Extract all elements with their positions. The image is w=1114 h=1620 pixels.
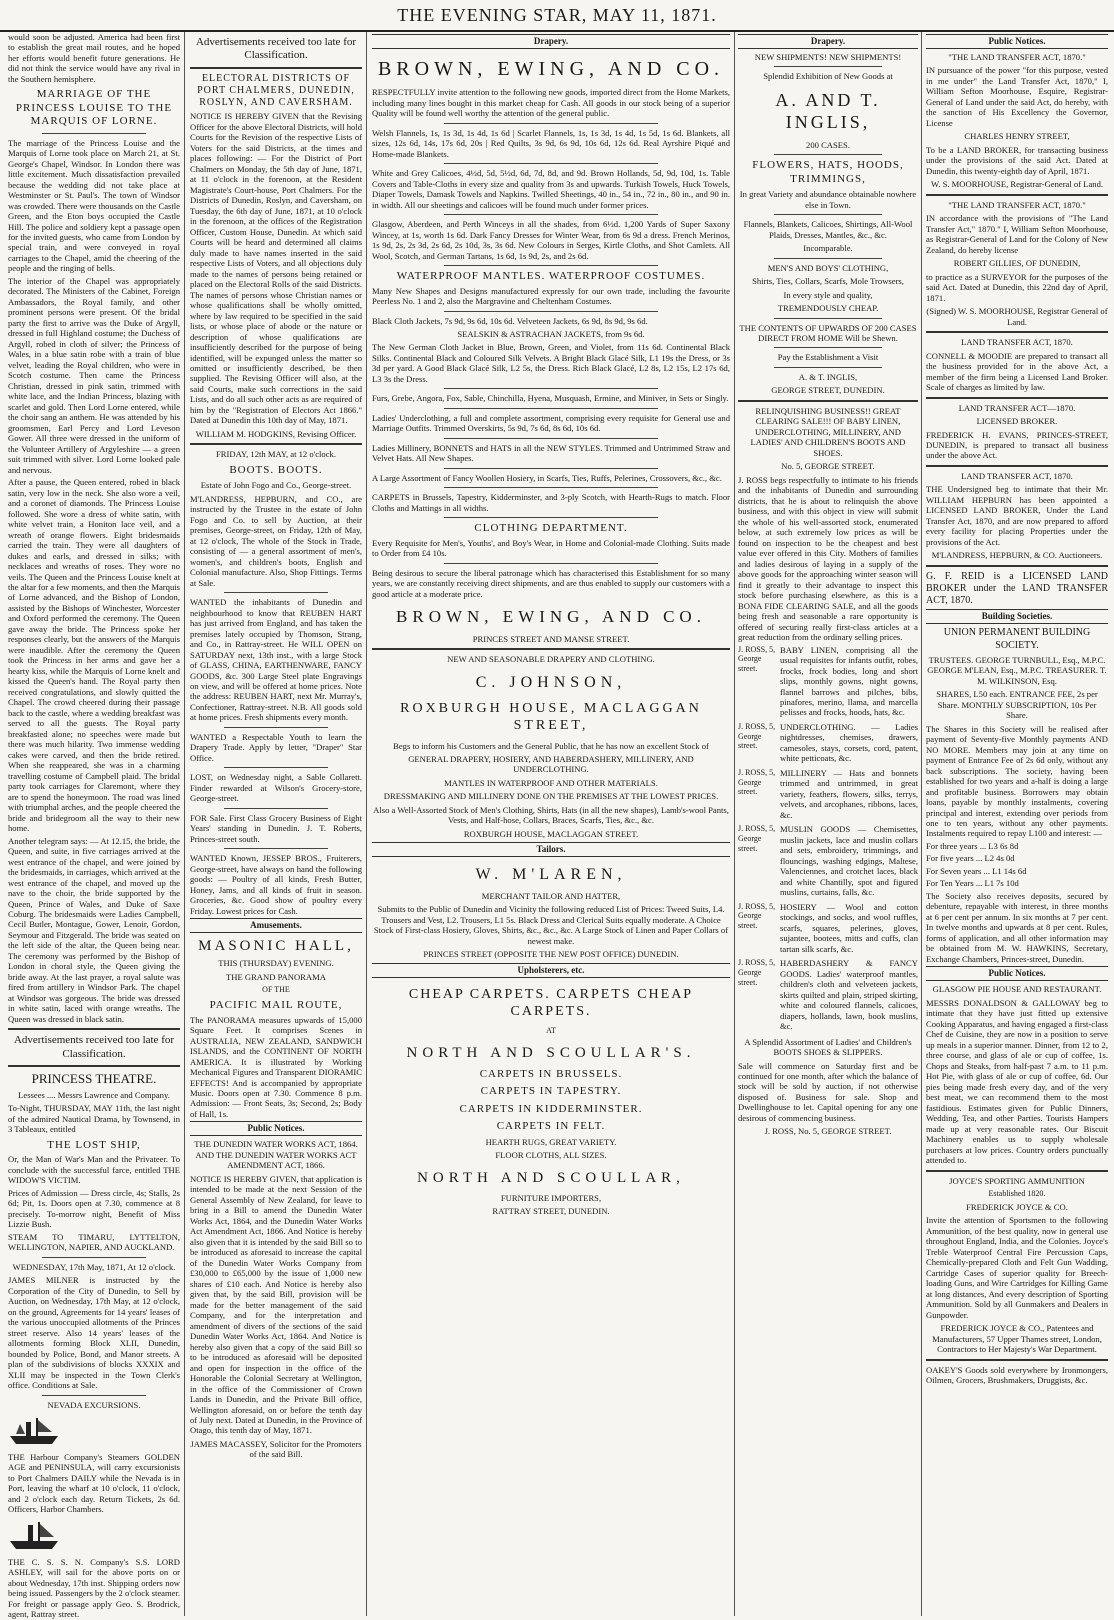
divider <box>444 468 659 469</box>
divider <box>926 397 1108 399</box>
divider <box>444 388 659 389</box>
section-heading: Advertisements received too late for Classification. <box>195 36 357 62</box>
ross-sale-text: Sale will commence on Saturday first and be continued for one month, after which the balance of stock will be sold by auction, if not otherwise disposed of. Business for sale. Shop and Dwellinghouse to let. Capital opening for any one desirous of commencing business. <box>738 1060 918 1123</box>
johnson-dressmaking: DRESSMAKING AND MILLINERY DONE ON THE PREMISES AT THE LOWEST PRICES. <box>383 791 719 802</box>
glasgow-heading: GLASGOW PIE HOUSE AND RESTAURANT. <box>932 984 1102 995</box>
carpet-line: CARPETS IN KIDDERMINSTER. <box>459 1102 643 1115</box>
furs-text: Furs, Grebe, Angora, Fox, Sable, Chinchilla, Hyena, Musquash, Ermine, and Miniver, in Sets or Singly. <box>372 393 729 404</box>
section-label: Tailors. <box>372 842 730 857</box>
union-shares: SHARES, L50 each. ENTRANCE FEE, 2s per Share. MONTHLY SUBSCRIPTION, 10s Per Share. <box>936 689 1098 721</box>
ross-item-label: J. ROSS, 5, George street. <box>738 824 776 853</box>
union-text: The Society also receives deposits, secured by debenture, repayable with interest, in three months at 6 per cent per annum. In six months at 7 per cent. In twelve months and upwards at 8 per cent. Rules, forms of application, and all other information may be obtained from M. W. HAWKINS, Secretary, Exchange Chambers, Princes-street, Dunedin. <box>926 890 1108 964</box>
section-label: Upholsterers, etc. <box>372 963 730 978</box>
brown-ewing-intro: RESPECTFULLY invite attention to the following new goods, imported direct from the Home Markets, including many lines bought in this market cheap for Cash. All goods in our stock being of a superior Quality will be found well worthy the attention of the general public. <box>372 87 730 119</box>
divider <box>926 565 1108 567</box>
cases-text: 200 CASES. <box>806 139 850 150</box>
johnson-text: Begs to inform his Customers and the General Public, that he has now an excellent Stock of <box>393 740 709 751</box>
divider <box>372 648 730 650</box>
boots-text: M'LANDRESS, HEPBURN, and CO., are instructed by the Trustee in the estate of John Fogo and Co. to sell by Auction, at their premises, George-street, on Friday, 12th of May, at 12 o'clock, The whole of the Stock in Trade, consisting of — a general assortment of men's, women's, and children's boots, English and Colonial manufacture. Also, Shop Fittings. Terms at Sale. <box>190 493 362 588</box>
land-transfer-text: To be a LAND BROKER, for transacting business under the provisions of the said Act. Dated at Dunedin, this twenty-eighth day of April, 1871. <box>926 144 1108 176</box>
divider <box>774 367 882 368</box>
mlaren-address: PRINCES STREET (OPPOSITE THE NEW POST OFFICE) DUNEDIN. <box>423 949 679 960</box>
ross-item <box>738 768 918 822</box>
divider <box>774 214 882 215</box>
union-text: The Shares in this Society will be realised after payment of Seventy-five Monthly payments AND NO MORE. Members may join at any time on payment of Entrance Fee of 2s 6d only, without any back subscriptions. The society, having been established for two years and a-half is doing a large and profitable business. Borrowers may obtain loans, payable by monthly instalments, covering principal and interest, extending over periods from one to ten years, without any other payments. Instalments required to repay L100 and interest: — <box>926 723 1108 839</box>
mlaren-text: Submits to the Public of Dunedin and Vicinity the following reduced List of Prices: Tweed Suits, L4. Trousers and Vest, L2. Trousers, L1 5s. Black Dress and Clerical Suits equally moderate. A Choice Stock of First-class Hosiery, Gloves, Shirts, &c., &c., &c. A Large Stock of Linen and Paper Collars of newest make. <box>373 904 729 946</box>
column-rule <box>734 32 735 1616</box>
ross-item-text: HABERDASHERY & FANCY GOODS. Ladies' waterproof mantles, children's cloth and velveteen jackets, skirts quilted and plain, striped skirting, white and coloured flannels, calicoes, diapers, hollands, lawn, book muslins, &c. <box>780 958 918 1032</box>
mlaren-subheading: MERCHANT TAILOR AND HATTER, <box>481 890 621 901</box>
marriage-heading: MARRIAGE OF THE PRINCESS LOUISE TO THE MARQUIS OF LORNE. <box>15 88 173 128</box>
divider <box>774 347 882 348</box>
ross-item-text: MILLINERY — Hats and bonnets trimmed and untrimmed, in great variety, feathers, flowers, silks, terrys, velvets, and arcophanes, ribbons, laces, &c. <box>780 767 918 820</box>
hearth-rugs: HEARTH RUGS, GREAT VARIETY. <box>485 1136 617 1147</box>
closing-text: Being desirous to secure the liberal patronage which has characterised this Establishment for so many years, we are constantly receiving direct shipments, and are thus enabled to supply our customers with a good article at a moderate price. <box>372 567 730 599</box>
licensee-name: ROBERT GILLIES, OF DUNEDIN, <box>953 258 1081 269</box>
divider <box>774 318 882 319</box>
licensee-name: CHARLES HENRY STREET, <box>964 131 1070 142</box>
reuben-hart-ad: WANTED the inhabitants of Dunedin and neighbourhood to know that REUBEN HART has just arrived from England, and has taken the premises lately occupied by Thomson, Strang, and Co., in Rattray-street. He WILL OPEN on SATURDAY next, 13th inst., with a large Stock of GLASS, CHINA, EARTHENWARE, FANCY GOODS, &c. 300 Large Steel plate Engravings on view, and will be offered at home prices. Note the address: REUBEN HART, next Mr. Murray's, Confectioner, Rattray-street. N.B. All goods sold at home prices. Fresh shipments every month. <box>190 597 362 723</box>
ross-item-label: J. ROSS, 5, George street. <box>738 721 776 751</box>
divider <box>774 154 882 155</box>
visit-text: Pay the Establishment a Visit <box>777 352 879 363</box>
masonic-line: THIS (THURSDAY) EVENING. <box>218 958 334 969</box>
land-transfer-text: IN pursuance of the power "for this purpose, vested in me under" the Land Transfer Act, 1870," I, William Sefton Moorhouse, Esquire, Registrar-General of Land under the said Act, do hereby, with the sanction of His Excellency the Governor, License <box>926 65 1108 128</box>
inglis-address: GEORGE STREET, DUNEDIN. <box>771 385 885 396</box>
column-3 <box>372 32 730 1616</box>
clothing-heading: CLOTHING DEPARTMENT. <box>474 522 628 535</box>
section-label: Public Notices. <box>926 34 1108 49</box>
shirts-text: Shirts, Ties, Collars, Scarfs, Mole Trowsers, <box>752 276 904 287</box>
brown-ewing-heading: BROWN, EWING, AND CO. <box>396 607 706 627</box>
divider <box>444 563 659 564</box>
ross-item <box>738 824 918 899</box>
ross-text: J. ROSS begs respectfully to intimate to his friends and the inhabitants of Dunedin and surrounding districts, that he is about to relinquish the above business, and with this object in view will submit the whole of his well-assorted stock, enumerated below, at such extremely low prices as will be found on inspection to be the cheapest and best value ever offered in this City. Mothers of families and ladies desirous of laying in a supply of the above goods for the approaching winter season will find it greatly to their advantage to inspect this stock before purchasing elsewhere, as this is a BONA FIDE CLEARING SALE, and all the goods being fresh and seasonable a rare opportunity is offered of securing really first-class articles at a great reduction from the ordinary selling prices. <box>738 474 918 643</box>
union-rate-row: For three years ... L3 6s 8d <box>926 840 1019 851</box>
divider <box>224 727 327 728</box>
ross-item-text: MUSLIN GOODS — Chemisettes, muslin jackets, lace and muslin collars and sets, embroidery, trimmings, and flouncings, washing edgings, Maltese, Valenciennes, and crotchet laces, black and white Chantilly, spot and figured muslins, curtains, falls, &c. <box>780 824 918 898</box>
mens-heading: MEN'S AND BOYS' CLOTHING, <box>767 262 889 273</box>
ross-item-label: J. ROSS, 5, George street. <box>738 958 776 987</box>
variety-text: In great Variety and abundance obtainable nowhere else in Town. <box>739 189 917 210</box>
section-label: Amusements. <box>190 918 362 933</box>
brown-ewing-heading: BROWN, EWING, AND CO. <box>377 57 725 80</box>
divider <box>774 66 882 67</box>
registrar-signature: (Signed) W. S. MOORHOUSE, Registrar General of Land. <box>926 306 1108 327</box>
north-scoullar-heading: NORTH AND SCOULLAR'S. <box>406 1044 696 1061</box>
section-heading: Advertisements received too late for Classification. <box>13 1034 175 1060</box>
marriage-paragraph: Another telegram says: — At 12.15, the bride, the Queen, and suite, in five carriages arrived at the west entrance of the chapel, and were joined by the bridesmaids, in carriages, which arrived at the west entrance of the chapel, and moved up the nave to the choir, the bride supported by the Queen, Prince of Wales, and Duke of Saxe Coburg. The bridesmaids were Ladies Campbell, Cecil Butler, Montague, Gower, Lenoir, Gordon, Seymour and Fitzgerald. The bride was seated on the left side of the altar, the Queen being near. The ceremony was performed by the Bishop of London in choral style, the Queen giving the bride away. At the last prayer, a royal salute was fired from artillery in Windsor Park. The chapel at Windsor was gorgeous. The bride was dressed in white satin, laced with orange wreaths. The Queen was dressed in black satin. <box>8 835 180 1024</box>
auction-date: WEDNESDAY, 17th May, 1871, At 12 o'clock. <box>12 1261 176 1272</box>
divider <box>224 767 327 768</box>
water-works-heading: THE DUNEDIN WATER WORKS ACT, 1864. AND THE DUNEDIN WATER WORKS ACT AMENDMENT ACT, 1866. <box>194 1139 358 1171</box>
masonic-heading: MASONIC HALL, <box>198 938 354 955</box>
section-label: Public Notices. <box>926 966 1108 981</box>
land-transfer-text: THE Undersigned beg to intimate that their Mr. WILLIAM HEPBURN has been appointed a LICENSED LAND BROKER, Under the Land Transfer Act, 1870, and are now prepared to afford every facility for placing Properties under the provisions of the Act. <box>926 484 1108 547</box>
land-transfer-heading: "THE LAND TRANSFER ACT, 1870." <box>948 51 1086 62</box>
divider <box>738 400 918 402</box>
nevada-heading: NEVADA EXCURSIONS. <box>47 1399 141 1410</box>
divider <box>8 1065 180 1067</box>
johnson-tagline: NEW AND SEASONABLE DRAPERY AND CLOTHING. <box>447 654 655 665</box>
theatre-prices: Prices of Admission — Dress circle, 4s; Stalls, 2s 6d; Pit, 1s. Doors open at 7.30, commence at 8 precisely. To-morrow night, Benefit of Miss Lizzie Bush. <box>8 1187 180 1230</box>
north-scoullar-name: NORTH AND SCOULLAR, <box>417 1169 685 1186</box>
ross-item-label: J. ROSS, 5, George street. <box>738 901 776 931</box>
divider <box>444 487 659 488</box>
johnson-heading: C. JOHNSON, <box>475 673 627 691</box>
auction-date: FRIDAY, 12th MAY, at 12 o'clock. <box>216 449 336 460</box>
boots-subheading: Estate of John Fogo and Co., George-street. <box>200 480 352 491</box>
divider <box>444 311 659 312</box>
union-rate-row: For five years ... L2 4s 0d <box>926 853 1015 864</box>
price-list: Welsh Flannels, 1s, 1s 3d, 1s 4d, 1s 6d | Scarlet Flannels, 1s, 1s 3d, 1s 4d, 1s 5d, 1s 6d. Blankets, all sizes, 12s 6d, 14s, 17s 6d, 20s | Red Quilts, 3s 9d, 6s 9d, 10s 6d, 12s 6d. Real Ayrshire Piqué and Home-made Blankets. <box>372 127 730 159</box>
joyce-established: Established 1820. <box>988 1188 1046 1198</box>
auction-text: JAMES MILNER is instructed by the Corporation of the City of Dunedin, to Sell by Auction, on Wednesday, 17th May, at 12 o'clock, on the ground, Agreements for 14 years' leases of the various unoccupied allotments of the Princes street reserve. Also 14 years' leases of the allotments forming Block XLII, Dunedin, bounded by Police, Bond, and Manor streets. A plan of the subdivisions of blocks XXXIX and XLII may be inspected in the Town Clerk's office. Conditions at Sale. <box>8 1275 180 1391</box>
underclothing-text: Ladies' Underclothing, a full and complete assortment, comprising every requisite for General use and Marriage Outfits. Trimmed Overskirts, 5s 9d, 7s 6d, 8s 6d, 10s 6d. <box>372 412 730 434</box>
land-transfer-text: to practice as a SURVEYOR for the purposes of the said Act. Dated at Dunedin, this 22nd day of April, 1871. <box>926 271 1108 303</box>
flowers-heading: FLOWERS, HATS, HOODS, TRIMMINGS, <box>752 159 904 185</box>
clearing-sale-heading: RELINQUISHING BUSINESS!! GREAT CLEARING SALE!!! OF BABY LINEN, UNDERCLOTHING, MILLINERY, AND LADIES' AND CHILDREN'S BOOTS AND SHOES. <box>750 405 906 458</box>
inglis-heading: A. AND T. INGLIS, <box>775 89 881 132</box>
floor-cloths: FLOOR CLOTHS, ALL SIZES. <box>495 1150 607 1161</box>
section-label: Public Notices. <box>190 1121 362 1136</box>
divider <box>444 408 659 409</box>
divider <box>926 194 1108 196</box>
water-works-text: NOTICE IS HEREBY GIVEN, that application is intended to be made at the next Session of the General Assembly of New Zealand, for leave to bring in a Bill to amend the Dunedin Water Works Act, 1864, and the Dunedin Water Works Act Amendment Act, 1866. And Notice is hereby also given that it is intended by the said Bill so to be introduced as aforesaid to increase the capital of the Dunedin Water Works Company from £30,000 to £65,000 by the issue of 1,000 new shares of £10 each. And Notice is hereby also given that, by the said Bill, provision will be made for the better management of the said Company, and for the interpretation and amendment of divers of the sections of the said Dunedin Water Works Act, 1864. And Notice is hereby also given that a copy of the said Bill so to be introduced as aforesaid will be deposited and open for inspection in the office of the Honorable the Colonial Secretary at Wellington, in the office of the Commissioner of Crown Lands in Dunedin, and the Private Bill office, Wellington aforesaid, on or before the tenth day of July next. Dated at Dunedin, in the Province of Otago, this tenth day of May, 1871. <box>190 1173 362 1436</box>
johnson-shirts: Also a Well-Assorted Stock of Men's Clothing, Shirts, Hats (in all the new shapes), Lamb's-wool Pants, Vests, and Half-hose, Collars, Braces, Scarfs, Ties, &c., &c. <box>373 804 729 826</box>
union-rate-row: For Seven years ... L1 14s 6d <box>926 865 1027 876</box>
sealskin-text: SEALSKIN & ASTRACHAN JACKETS, from 9s 6d. <box>457 329 645 339</box>
inglis-name: A. & T. INGLIS, <box>798 371 858 382</box>
divider <box>926 331 1108 333</box>
ross-item <box>738 722 918 766</box>
column-rule <box>184 32 185 1616</box>
electoral-heading: ELECTORAL DISTRICTS OF PORT CHALMERS, DUNEDIN, ROSLYN, AND CAVERSHAM. <box>197 72 355 109</box>
carpet-line: CARPETS IN TAPESTRY. <box>480 1085 622 1098</box>
section-label: Building Societies. <box>926 609 1108 624</box>
divider <box>444 123 659 124</box>
divider <box>444 214 659 215</box>
carpet-line: CARPETS IN BRUSSELS. <box>479 1067 623 1080</box>
union-rates-table <box>926 841 1108 889</box>
masonic-line: THE GRAND PANORAMA <box>226 971 326 982</box>
electoral-signature: WILLIAM M. HODGKINS, Revising Officer. <box>195 428 357 439</box>
splendid-text: Splendid Exhibition of New Goods at <box>763 71 893 82</box>
divider <box>926 465 1108 467</box>
joyce-text: Invite the attention of Sportsmen to the following Ammunition, of the best quality, now in general use throughout England, India, and the Colonies. Joyce's Treble Waterproof Central Fire Percussion Caps, Chemically-prepared Cloth and Felt Gun Wadding, Cartridge Cases of superior quality for Breech-loading Guns, and Wire Cartridges for Killing Game at long distances, And every description of Sporting Ammunition. Sold by all Gunmakers and Dealers in Gunpowder. <box>926 1215 1108 1320</box>
nevada-text: THE Harbour Company's Steamers GOLDEN AGE and PENINSULA, will carry excursionists to Port Chalmers DAILY while the Nevada is in Port, leaving the wharf at 10 o'clock, 11 o'clock, and 2 o'clock each day. Return Tickets, 2s 6d. Officers, Harbor Chambers. <box>8 1452 180 1515</box>
divider <box>224 848 327 849</box>
furniture-importers: FURNITURE IMPORTERS, <box>500 1192 602 1203</box>
reid-notice: G. F. REID is a LICENSED LAND BROKER under the LAND TRANSFER ACT, 1870. <box>926 570 1108 607</box>
theatre-text: Or, the Man of War's Man and the Privateer. To conclude with the successful farce, entitled THE WIDOW'S VICTIM. <box>8 1154 180 1186</box>
divider <box>444 163 659 164</box>
land-transfer-heading: LAND TRANSFER ACT, 1870. <box>961 470 1073 481</box>
mantles-heading: WATERPROOF MANTLES. WATERPROOF COSTUMES. <box>396 270 706 283</box>
flannels-text: Flannels, Blankets, Calicoes, Shirtings, All-Wool Plaids, Dresses, Mantles, &c., &c. <box>743 219 913 240</box>
incomparable-text: Incomparable. <box>803 243 853 254</box>
mantles-text: Many New Shapes and Designs manufactured expressly for our own trade, including the favourite Peerless No. 1 and 2, also the Margravine and Cheltenham Costumes. <box>372 285 730 307</box>
registrar-signature: W. S. MOORHOUSE, Registrar-General of Land. <box>930 179 1104 190</box>
column-rule <box>921 32 922 1616</box>
section-label: Drapery. <box>372 34 730 49</box>
article-intro: would soon be adjusted. America had been first to establish the great mail routes, and he hoped her efforts would benefit future generations. He did not think the service would have any rival in the Southern hemisphere. <box>8 32 180 84</box>
ross-item <box>738 958 918 1033</box>
lost-notice: LOST, on Wednesday night, a Sable Collarett. Finder rewarded at Wilson's Grocery-store, George-street. <box>190 772 362 804</box>
ross-item-label: J. ROSS, 5, George street. <box>738 644 776 674</box>
cheap-text: TREMENDOUSLY CHEAP. <box>777 303 879 314</box>
steamship-icon <box>8 1519 180 1553</box>
shipments-heading: NEW SHIPMENTS! NEW SHIPMENTS! <box>754 51 902 62</box>
section-label: Drapery. <box>738 34 918 49</box>
land-transfer-heading: LAND TRANSFER ACT—1870. <box>958 402 1076 413</box>
roxburgh-heading: ROXBURGH HOUSE, MACLAGGAN STREET, <box>400 701 702 734</box>
steamship-icon <box>8 1414 180 1448</box>
divider <box>8 1028 180 1030</box>
joyce-name: FREDERICK JOYCE & CO. <box>966 1201 1068 1212</box>
land-transfer-text: IN accordance with the provisions of "The Land Transfer Act," 1870." I, William Sefton Moorhouse, as Registrar-General of Land for the Colony of New Zealand, do hereby license <box>926 213 1108 255</box>
column-5 <box>926 32 1108 1616</box>
style-text: In every style and quality, <box>783 289 873 300</box>
contents-text: THE CONTENTS OF UPWARDS OF 200 CASES DIRECT FROM HOME Will be Shewn. <box>739 322 917 343</box>
divider <box>42 1395 145 1396</box>
divider <box>774 258 882 259</box>
divider <box>190 443 362 445</box>
brown-ewing-address: PRINCES STREET AND MANSE STREET. <box>472 633 630 644</box>
ross-item-label: J. ROSS, 5, George street. <box>738 767 776 797</box>
divider <box>224 808 327 809</box>
ross-address: No. 5, GEORGE STREET. <box>781 461 875 472</box>
marriage-paragraph: After a pause, the Queen entered, robed in black satin, very low in the neck. She also wore a veil, and a coronet of diamonds. The Princess Louise followed. She wore a dress of white satin, with white velvet train, a Honiton lace veil, and a wreath of orange flowers. Eight bridesmaids carried the train. They were all daughters of dukes and earls, and dressed in silks; with necklaces and wreaths of roses. They wore no veils. The Queen and the Princess Louise knelt at the altar for a few moments, and then the Marquis of Lorne advanced, and the Bishop of London, assisted by the Bishops of Winchester, Worcester and Oxford performed the ceremony. The Queen gave away the bride. The Princess spoke her responses clearly, but the answers of the Marquis were inaudible. After the ceremony the Queen took the Princess in her arms and gave her a hearty kiss, while the Marquis of Lorne knelt and kissed the Queen's hand. The Royal party then received congratulations, and slowly quitted the Chapel. The crowd cheered during their passage back to the castle, where a wedding breakfast was served to all the guests. The Royal party breakfasted alone; no speeches were made but there was much hilarity. Two immense wedding cakes were carved, and then the bride retired. When she reappeared, she was in a charming travelling costume of Campbell plaid. The bridal party took carriages for Claremont, where they are to spend the honeymoon. The road was lined with triumphal arches, and the people cheered the bride and bridegroom all the way to their new home. <box>8 477 180 834</box>
licensed-broker-heading: LICENSED BROKER. <box>976 416 1058 427</box>
jackets-text: Black Cloth Jackets, 7s 9d, 9s 6d, 10s 6d. Velveteen Jackets, 6s 9d, 8s 9d, 9s 6d. <box>372 315 648 326</box>
ross-item-list <box>738 645 918 1034</box>
joyce-signature: FREDERICK JOYCE & CO., Patentees and Manufacturers, 57 Upper Thames street, London, Contractors to Her Majesty's War Department. <box>932 1323 1102 1355</box>
north-scoullar-address: RATTRAY STREET, DUNEDIN. <box>492 1206 610 1217</box>
column-1 <box>8 32 180 1620</box>
mlaren-heading: W. M'LAREN, <box>475 866 627 884</box>
lord-ashley-notice: THE C. S. S. N. Company's S.S. LORD ASHLEY, will sail for the above ports on or about Wednesday, 17th inst. Shipping orders now being issued. Passengers by the 2 o'clock steamer. For freight or passage apply Geo. S. Brodrick, agent, Rattray street. <box>8 1556 180 1620</box>
joyce-heading: JOYCE'S SPORTING AMMUNITION <box>949 1175 1085 1186</box>
hosiery-text: A Large Assortment of Fancy Woollen Hosiery, in Scarfs, Ties, Ruffs, Pelerines, Crossovers, &c., &c. <box>372 472 722 483</box>
masonic-text: The PANORAMA measures upwards of 15,000 Square Feet. It comprises Scenes in AUSTRALIA, NEW ZEALAND, SANDWICH ISLANDS, and the CONTINENT OF NORTH AMERICA. It is illustrated by Working Mechanical Figures and Transparent DIORAMIC EFFECTS! And is accompanied by appropriate Music. Doors open at 7.30. Commence 8 p.m. Admission: — Front Seats, 3s; Second, 2s; Body of Hall, 1s. <box>190 1014 362 1119</box>
union-heading: UNION PERMANENT BUILDING SOCIETY. <box>943 627 1091 651</box>
theatre-lessees: Lessees .... Messrs Lawrence and Company. <box>18 1090 170 1100</box>
cheap-carpets-heading: CHEAP CARPETS. CARPETS CHEAP CARPETS. <box>408 986 694 1019</box>
masonic-line: OF THE <box>262 985 290 995</box>
auctioneer-signature: M'LANDRESS, HEPBURN, & CO. Auctioneers. <box>931 550 1103 561</box>
johnson-address: ROXBURGH HOUSE, MACLAGGAN STREET. <box>463 828 639 839</box>
price-list: White and Grey Calicoes, 4½d, 5d, 5½d, 6d, 7d, 8d, and 9d. Brown Hollands, 5d, 9d, 10d, 1s. Table Covers and Table-Cloths in every size and quality from 3s and upwards. Turkish Towels, Huck Towels, Diaper Towels, Damask Towels and Napkins. Twilled Sheetings, 40 in., 54 in., 72 in., 80 in., and 90 in. in width. All our sheetings and calicoes will be found much under former prices. <box>372 168 730 210</box>
ross-item-text: BABY LINEN, comprising all the usual requisites for infants outfit, robes, frocks, frock bodies, long and short slips, monthly gowns, night gowns, flannel barrows and pilches, bibs, pinafores, merino, llama, and marcella pelisses and frocks, hoods, hats, &c. <box>780 644 918 718</box>
carpets-text: CARPETS in Brussels, Tapestry, Kidderminster, and 3-ply Scotch, with Hearth-Rugs to match. Floor Cloths and Mattings in all widths. <box>372 492 730 513</box>
union-rate-row: For Ten Years ... L1 7s 10d <box>926 878 1019 889</box>
theatre-play-title: THE LOST SHIP, <box>47 1138 141 1151</box>
millinery-text: Ladies Millinery, BONNETS and HATS in all the NEW STYLES. Trimmed and Untrimmed Straw and Velvet Hats. All New Shapes. <box>372 442 730 464</box>
divider <box>926 1359 1108 1361</box>
johnson-mantles: MANTLES IN WATERPROOF AND OTHER MATERIALS. <box>444 777 658 788</box>
ross-item-text: HOSIERY — Wool and cotton stockings, and socks, and wool ruffles, scarfs, squares, pelerines, gloves, sujantee, bootees, mitts and cuffs, clan tartan silk scarfs, &c. <box>780 901 918 954</box>
divider <box>444 438 659 439</box>
theatre-heading: PRINCESS THEATRE. <box>31 1071 157 1087</box>
land-transfer-heading: "THE LAND TRANSFER ACT, 1870." <box>948 199 1086 210</box>
electoral-text: NOTICE IS HEREBY GIVEN that the Revising Officer for the above Electoral Districts, will hold Courts for the Revision of the respective Lists of Voters for the said Districts, at the times and places following: — For the District of Port Chalmers on Monday, the 5th day of June, 1871, at 11 o'clock in the forenoon, at the Resident Magistrate's Court-house, Port Chalmers. For the Districts of Dunedin, Roslyn, and Caversham, on Tuesday, the 6th day of June, 1871, at 10 o'clock in the forenoon, at the offices of the Registration Officer, Custom House, Dunedin. At which said Courts will be heard and determined all claims duly made to have names inserted in the said respective Lists of Voters, and all objections duly made to the names of persons being retained or placed on the Electoral Rolls of the said Districts. The names of persons whose Christian names or whose qualifications shall be wholly omitted, where by law required to be specified in the said lists, or whose place of abode or the nature or description of whose qualifications are insufficiently described for the purpose of being identified, will be expunged unless the matter so omitted or insufficiently described, be then supplied. The Revising Officer will also, at the said Courts, make such corrections in the said Lists, and do all such other acts as are required of him by the "Registration of Electors Act 1866." Dated at Dunedin this 10th day of May, 1871. <box>190 111 362 426</box>
oakey-ad: OAKEY'S Goods sold everywhere by Ironmongers, Oilmen, Grocers, Brushmakers, Druggists, &c. <box>926 1364 1108 1385</box>
divider <box>444 517 659 518</box>
divider <box>42 133 145 134</box>
steam-notice: STEAM TO TIMARU, LYTTELTON, WELLINGTON, NAPIER, AND AUCKLAND. <box>8 1231 180 1253</box>
divider <box>190 67 362 69</box>
divider <box>926 1170 1108 1172</box>
union-trustees: TRUSTEES. GEORGE TURNBULL, Esq., M.P.C. GEORGE M'LEAN, Esq., M.P.C. TREASURER. T. M. WILKINSON, Esq. <box>927 654 1107 686</box>
land-transfer-text: FREDERICK H. EVANS, PRINCES-STREET, DUNEDIN, is prepared to transact all business under the above Act. <box>926 429 1108 461</box>
wanted-youth-ad: WANTED a Respectable Youth to learn the Drapery Trade. Apply by letter, "Draper" Star Office. <box>190 731 362 763</box>
ross-signature: J. ROSS, No. 5, GEORGE STREET. <box>764 1126 892 1137</box>
divider <box>224 592 327 593</box>
column-2 <box>190 32 362 1616</box>
column-4 <box>738 32 918 1616</box>
ross-boots: A Splendid Assortment of Ladies' and Children's BOOTS SHOES & SLIPPERS. <box>744 1036 912 1058</box>
price-list: Glasgow, Aberdeen, and Perth Winceys in all the shades, from 6½d. 1,200 Yards of Super Saxony Wincey, at 1s, worth 1s 6d. Dark Fancy Dresses for Winter Wear, from 6s 9d a dress. French Merinos, 1s 9d, 2s, 2s 3d, 2s 6d, 2s 10d, 3s, 3s 6d. New Colours in Serges, Kirtle Cloths, and Shot Camlets. All Wool, Scotch, and German Tartans, 1s 6d, 1s 9d, 2s, and 2s 6d. <box>372 219 730 261</box>
theatre-text: To-Night, THURSDAY, MAY 11th, the last night of the admired Nautical Drama, by Townsend, in 3 Tableaux, entitled <box>8 1103 180 1135</box>
carpet-line: CARPETS IN FELT. <box>496 1120 606 1133</box>
land-transfer-heading: LAND TRANSFER ACT, 1870. <box>961 337 1073 348</box>
marriage-paragraph: The interior of the Chapel was appropriately decorated. The Ministers of the Cabinet, Foreign Ambassadors, the Royal family, and other prominent persons were present. Of the bridal party the first to arrive was the Duke of Argyll, dressed in full Highland costume; the Duchess of Argyll, robed in cloth of silver; the Princess of Wales, in a blue satin robe with a train of blue velvet, leading the Royal children, who were in Scotch costume. Then came the Princess Christian, dressed in pink satin, trimmed with white lace, and the Indian Princess, blazing with scarlet and gold. Then Lord Lorne entered, while the choir sang an anthem. He was attended by his groomsmen, Earl Percy and Lord Leveson Gower. All three were dressed in the uniform of the Volunteer Artillery of Argyleshire — a green suit trimmed with silver. Lord Lorne looked pale and nervous. <box>8 275 180 475</box>
divider <box>42 1257 145 1258</box>
marriage-paragraph: The marriage of the Princess Louise and the Marquis of Lorne took place on March 21, at St. George's Chapel, Windsor. In London there was little excitement. Much dissatisfaction prevailed because the wedding did not take place at Westminster or St. Paul's. The town of Windsor was crowded. There were thousands on the Castle Green, and the Eton boys occupied the Castle Hill. The police and soldiery kept a passage open for the invited guests, who came from London by special train, and were conveyed in royal carriages to the Chapel, amid the cheering of the people and the ringing of bells. <box>8 137 180 274</box>
sale-notice: FOR Sale. First Class Grocery Business of Eight Years' standing in Dunedin. J. T. Roberts, Princes-street south. <box>190 812 362 844</box>
north-scoullar-at: AT <box>546 1025 556 1035</box>
ross-item <box>738 902 918 956</box>
ross-item-text: UNDERCLOTHING. — Ladies nightdresses, chemises, drawers, camesoles, stays, corsets, cord, patent, white petticoats, &c. <box>780 721 918 764</box>
glasgow-text: MESSRS DONALDSON & GALLOWAY beg to intimate that they have just fitted up extensive Cooking Apparatus, and having engaged a first-class Chef de Cuisine, they are now in a position to serve up meals in a superior manner. Dinner, from 12 to 2, three course, and glass of ale or cup of coffee, 1s. Chops and Steaks, from half-past 7 a.m. to 11 p.m. Hot Pie, with glass of ale or cup of coffee, 6d. Our pies being made fresh every day, and of the very best meat, we can recommend them to the most fastidious. Estimates given for Public Dinners, Wedding, Tea, and other Parties. Tourists Hampers made up at very reasonable rates. Our Biscuit Machinery enables us to supply wholesale purchasers at low prices. Country orders punctually attended to. <box>926 997 1108 1166</box>
johnson-stock: GENERAL DRAPERY, HOSIERY, AND HABERDASHERY, MILLINERY, AND UNDERCLOTHING. <box>408 753 694 775</box>
water-works-signature: JAMES MACASSEY, Solicitor for the Promoters of the said Bill. <box>190 1438 362 1460</box>
jessep-ad: WANTED Known, JESSEP BROS., Fruiterers, George-street, have always on hand the following goods: — Poultry of all kinds, Fresh Butter, Honey, Jams, and all kinds of fruit in season. Groceries, &c. Good show of poultry every Friday. Lowest prices for Cash. <box>190 853 362 916</box>
silks-text: The New German Cloth Jacket in Blue, Brown, Green, and Violet, from 11s 6d. Continental Black Silks. Continental Black and Coloured Silk Velvets. A Bright Black Glacé Silk, L1 19s the Dress, or 3s 3d per yard. A Good Black Glacé Silk, L2 5s, the Dress. Rich Black Glacé, L2 8s, L2 15s, L2 17s 6d, L3 3s the Dress. <box>372 342 730 384</box>
divider <box>444 265 659 266</box>
column-rule <box>366 32 367 1616</box>
ross-item <box>738 645 918 720</box>
masthead: THE EVENING STAR, MAY 11, 1871. <box>0 0 1114 32</box>
clothing-text: Every Requisite for Men's, Youths', and Boy's Wear, in Home and Colonial-made Clothing. Suits made to Order from £4 10s. <box>372 537 730 559</box>
boots-heading: BOOTS. BOOTS. <box>229 463 323 476</box>
masonic-line: PACIFIC MAIL ROUTE, <box>209 999 343 1012</box>
land-transfer-text: CONNELL & MOODIE are prepared to transact all the business provided for in the above Act, a member of the firm being a Licensed Land Broker. Scale of charges as limited by law. <box>926 350 1108 393</box>
